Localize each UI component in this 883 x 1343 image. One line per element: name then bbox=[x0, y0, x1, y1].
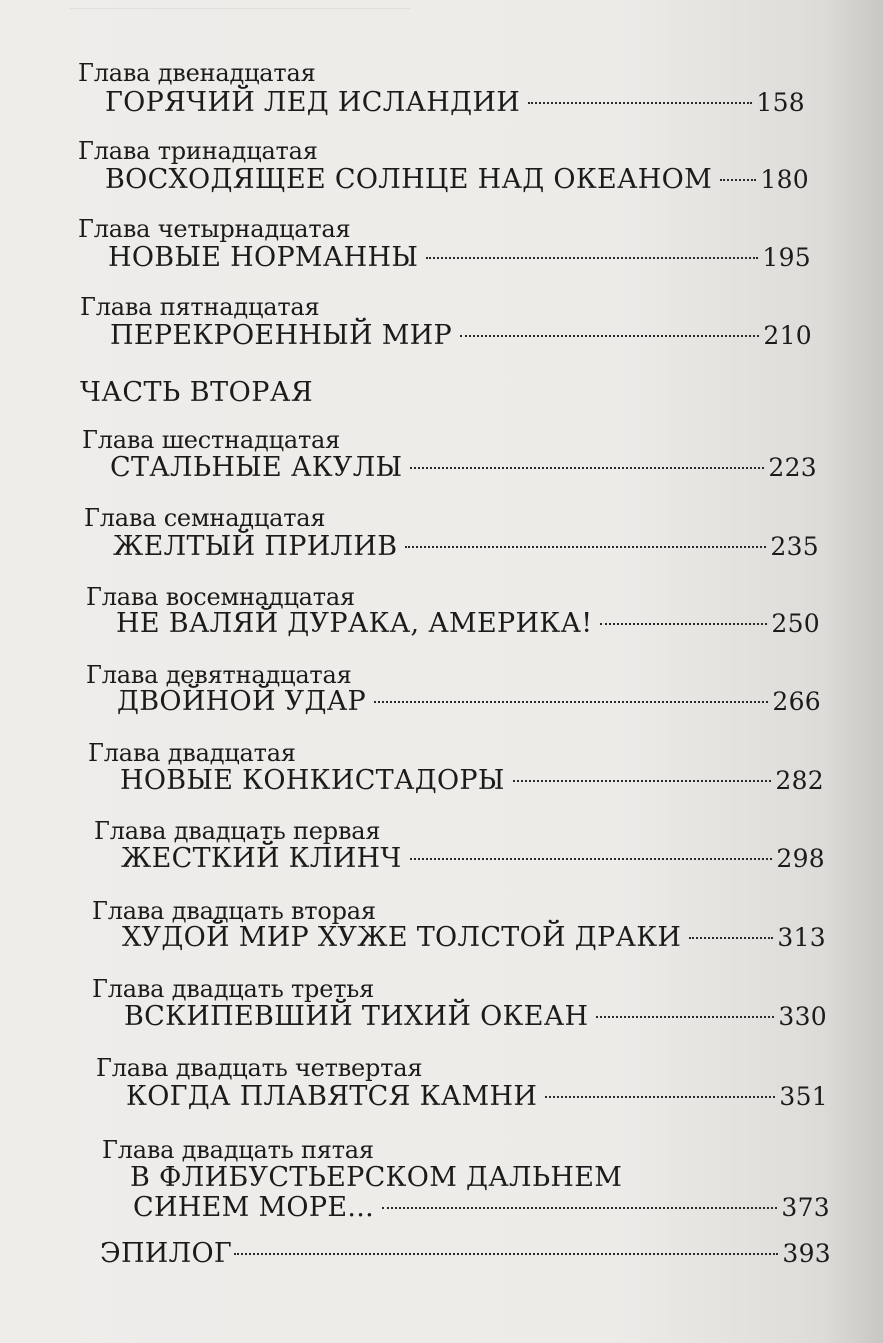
page-number: 250 bbox=[771, 609, 820, 638]
leader-dots bbox=[410, 467, 764, 469]
chapter-label: Глава двадцать третья bbox=[92, 975, 375, 1003]
leader-dots bbox=[689, 937, 773, 939]
chapter-label: Глава четырнадцатая bbox=[78, 215, 351, 243]
chapter-title: ВОСХОДЯЩЕЕ СОЛНЦЕ НАД ОКЕАНОМ bbox=[105, 164, 713, 195]
chapter-title: ПЕРЕКРОЕННЫЙ МИР bbox=[110, 320, 452, 351]
chapter-title: ЖЕЛТЫЙ ПРИЛИВ bbox=[113, 531, 398, 562]
leader-dots bbox=[382, 1207, 777, 1209]
chapter-title-line-1: В ФЛИБУСТЬЕРСКОМ ДАЛЬНЕМ bbox=[130, 1162, 623, 1193]
chapter-label: Глава двадцать вторая bbox=[92, 897, 376, 925]
page-number: 158 bbox=[756, 88, 805, 117]
leader-dots bbox=[426, 257, 758, 259]
chapter-label: Глава двенадцатая bbox=[78, 59, 316, 87]
leader-dots bbox=[460, 335, 759, 337]
leader-dots bbox=[545, 1096, 775, 1098]
chapter-title-row[interactable] bbox=[110, 319, 812, 353]
page-number: 313 bbox=[777, 923, 826, 952]
chapter-label: Глава двадцать четвертая bbox=[96, 1054, 423, 1082]
chapter-title-row[interactable] bbox=[122, 921, 826, 955]
chapter-title-row[interactable] bbox=[105, 163, 809, 197]
chapter-title-row[interactable] bbox=[113, 530, 819, 564]
page-number: 393 bbox=[782, 1239, 831, 1268]
chapter-label: Глава тринадцатая bbox=[78, 137, 318, 165]
epilogue-row[interactable] bbox=[100, 1237, 831, 1271]
chapter-title: НОВЫЕ КОНКИСТАДОРЫ bbox=[120, 765, 505, 796]
chapter-title: КОГДА ПЛАВЯТСЯ КАМНИ bbox=[126, 1081, 538, 1112]
leader-dots bbox=[600, 623, 767, 625]
part-two-heading: ЧАСТЬ ВТОРАЯ bbox=[80, 377, 314, 408]
page-number: 195 bbox=[762, 243, 811, 272]
chapter-title-row[interactable] bbox=[110, 451, 817, 485]
chapter-title-row[interactable] bbox=[120, 764, 824, 798]
leader-dots bbox=[720, 179, 756, 181]
chapter-title-row[interactable] bbox=[117, 685, 821, 719]
page-number: 235 bbox=[770, 532, 819, 561]
leader-dots bbox=[410, 858, 773, 860]
leader-dots bbox=[234, 1253, 778, 1255]
leader-dots bbox=[405, 546, 766, 548]
chapter-title-row[interactable] bbox=[133, 1191, 830, 1225]
chapter-label: Глава девятнадцатая bbox=[86, 661, 352, 689]
chapter-title-row[interactable] bbox=[116, 607, 820, 641]
chapter-title: ДВОЙНОЙ УДАР bbox=[117, 686, 366, 717]
page-number: 373 bbox=[781, 1193, 830, 1222]
chapter-label: Глава восемнадцатая bbox=[86, 583, 355, 611]
chapter-title: НЕ ВАЛЯЙ ДУРАКА, АМЕРИКА! bbox=[116, 608, 593, 639]
chapter-title: СТАЛЬНЫЕ АКУЛЫ bbox=[110, 452, 403, 483]
page-top-edge bbox=[70, 0, 410, 9]
page-number: 210 bbox=[763, 321, 812, 350]
chapter-title: ЖЕСТКИЙ КЛИНЧ bbox=[121, 843, 402, 874]
chapter-label: Глава пятнадцатая bbox=[80, 293, 320, 321]
chapter-label: Глава двадцатая bbox=[88, 739, 296, 767]
epilogue-title: ЭПИЛОГ bbox=[100, 1238, 233, 1269]
chapter-title: ВСКИПЕВШИЙ ТИХИЙ ОКЕАН bbox=[124, 1001, 589, 1032]
chapter-label: Глава шестнадцатая bbox=[82, 426, 341, 454]
chapter-title: ГОРЯЧИЙ ЛЕД ИСЛАНДИИ bbox=[105, 87, 521, 118]
chapter-title-row[interactable] bbox=[126, 1080, 828, 1114]
chapter-label: Глава семнадцатая bbox=[84, 504, 326, 532]
page-number: 298 bbox=[776, 844, 825, 873]
chapter-title-row[interactable] bbox=[124, 1000, 827, 1034]
leader-dots bbox=[513, 780, 772, 782]
page-number: 266 bbox=[772, 687, 821, 716]
page-number: 223 bbox=[768, 453, 817, 482]
chapter-title-row[interactable] bbox=[108, 241, 811, 275]
chapter-label: Глава двадцать первая bbox=[94, 817, 381, 845]
chapter-title: ХУДОЙ МИР ХУЖЕ ТОЛСТОЙ ДРАКИ bbox=[122, 922, 682, 953]
chapter-title: НОВЫЕ НОРМАННЫ bbox=[108, 242, 419, 273]
chapter-title-line-2: СИНЕМ МОРЕ... bbox=[133, 1192, 374, 1223]
page-number: 282 bbox=[775, 766, 824, 795]
leader-dots bbox=[596, 1016, 774, 1018]
chapter-title-row[interactable] bbox=[105, 86, 805, 120]
page-number: 330 bbox=[778, 1002, 827, 1031]
page-number: 180 bbox=[760, 165, 809, 194]
chapter-label: Глава двадцать пятая bbox=[102, 1136, 374, 1164]
leader-dots bbox=[374, 701, 768, 703]
page-number: 351 bbox=[779, 1082, 828, 1111]
chapter-title-row[interactable] bbox=[121, 842, 825, 876]
leader-dots bbox=[528, 102, 752, 104]
